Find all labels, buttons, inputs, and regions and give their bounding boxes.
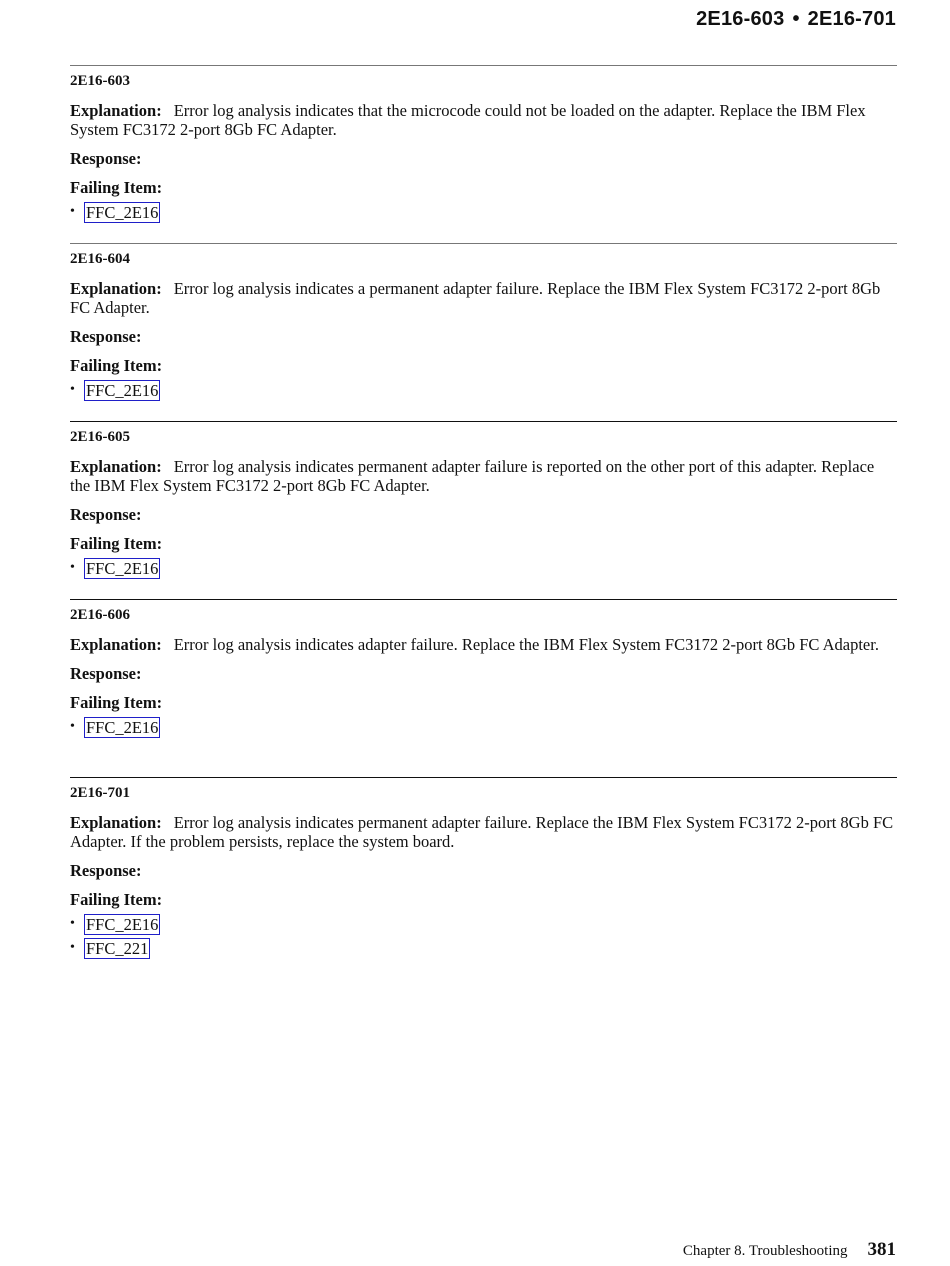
explanation: [70, 635, 897, 654]
header-range-end: 2E16-701: [807, 8, 896, 30]
error-entry: [70, 65, 897, 243]
explanation: [70, 813, 897, 851]
explanation-text: Error log analysis indicates a permanent adapter failure. Replace the IBM Flex System FC3172 2-port 8Gb FC Adapter.: [70, 279, 881, 317]
failing-item-list: [70, 200, 897, 224]
failing-item: [70, 912, 897, 936]
response-label: Response:: [70, 664, 142, 683]
failing-item: [70, 556, 897, 580]
failing-item: [70, 715, 897, 739]
explanation-label: Explanation:: [70, 813, 162, 832]
error-entry: [70, 421, 897, 599]
failing-item-list: [70, 715, 897, 739]
running-header: [696, 8, 896, 31]
ffc-link[interactable]: FFC_221: [86, 938, 149, 958]
failing-item-label: Failing Item:: [70, 356, 163, 375]
failing-item-label: Failing Item:: [70, 534, 163, 553]
failing-item-label: Failing Item:: [70, 890, 163, 909]
ffc-link[interactable]: FFC_2E16: [86, 914, 159, 934]
bullet-icon: •: [70, 940, 75, 955]
chapter-title: Chapter 8. Troubleshooting: [682, 1243, 848, 1259]
explanation-text: Error log analysis indicates adapter failure. Replace the IBM Flex System FC3172 2-port 8Gb FC Adapter.: [173, 635, 879, 654]
failing-item: [70, 936, 897, 960]
explanation: [70, 457, 897, 495]
explanation: [70, 279, 897, 317]
response-label: Response:: [70, 327, 142, 346]
header-separator: •: [792, 8, 800, 30]
ffc-link[interactable]: FFC_2E16: [86, 380, 159, 400]
ffc-link[interactable]: FFC_2E16: [86, 558, 159, 578]
failing-item-label: Failing Item:: [70, 178, 163, 197]
error-entry: [70, 243, 897, 421]
explanation-label: Explanation:: [70, 635, 162, 654]
error-code: 2E16-605: [70, 429, 130, 445]
response-label: Response:: [70, 505, 142, 524]
ffc-link[interactable]: FFC_2E16: [86, 202, 159, 222]
page-footer: [683, 1239, 896, 1261]
error-code: 2E16-701: [70, 785, 130, 801]
explanation-text: Error log analysis indicates permanent adapter failure is reported on the other port of this adapter. Replace the IBM Flex System FC3172 2-port 8Gb FC Adapter.: [70, 457, 875, 495]
bullet-icon: •: [70, 719, 75, 734]
failing-item-list: [70, 378, 897, 402]
error-entry: [70, 599, 897, 777]
failing-item: [70, 200, 897, 224]
failing-item-label: Failing Item:: [70, 693, 163, 712]
failing-item-list: [70, 556, 897, 580]
error-code: 2E16-606: [70, 607, 130, 623]
bullet-icon: •: [70, 204, 75, 219]
error-code-list: [70, 65, 897, 958]
bullet-icon: •: [70, 560, 75, 575]
explanation-text: Error log analysis indicates permanent adapter failure. Replace the IBM Flex System FC3172 2-port 8Gb FC Adapter. If the problem persists, replace the system board.: [70, 813, 894, 851]
header-range-start: 2E16-603: [696, 8, 785, 30]
explanation-label: Explanation:: [70, 457, 162, 476]
bullet-icon: •: [70, 382, 75, 397]
error-code: 2E16-604: [70, 251, 130, 267]
explanation-label: Explanation:: [70, 101, 162, 120]
ffc-link[interactable]: FFC_2E16: [86, 717, 159, 737]
explanation-label: Explanation:: [70, 279, 162, 298]
failing-item-list: [70, 912, 897, 960]
response-label: Response:: [70, 861, 142, 880]
response-label: Response:: [70, 149, 142, 168]
explanation: [70, 101, 897, 139]
error-code: 2E16-603: [70, 73, 130, 89]
explanation-text: Error log analysis indicates that the microcode could not be loaded on the adapter. Replace the IBM Flex System FC3172 2-port 8Gb FC Adapter.: [70, 101, 866, 139]
bullet-icon: •: [70, 916, 75, 931]
error-entry: [70, 777, 897, 958]
failing-item: [70, 378, 897, 402]
page-number: 381: [867, 1239, 896, 1260]
